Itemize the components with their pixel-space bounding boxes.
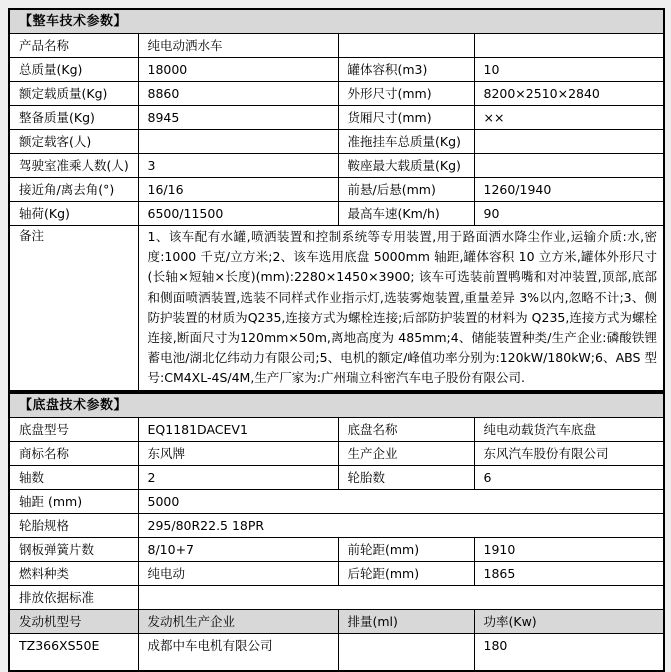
table-row bbox=[9, 417, 664, 441]
param-value bbox=[338, 633, 474, 671]
param-label: 前悬/后悬(mm) bbox=[338, 178, 474, 202]
param-label: 产品名称 bbox=[9, 34, 138, 58]
param-value: ×× bbox=[474, 106, 664, 130]
param-value bbox=[474, 34, 664, 58]
param-value bbox=[474, 154, 664, 178]
param-value bbox=[138, 585, 664, 609]
table-row bbox=[9, 106, 664, 130]
param-label: 前轮距(mm) bbox=[338, 537, 474, 561]
param-value: TZ366XS50E bbox=[9, 633, 138, 671]
param-label: 整备质量(Kg) bbox=[9, 106, 138, 130]
column-header: 发动机生产企业 bbox=[138, 609, 338, 633]
table-row bbox=[9, 633, 664, 671]
param-label: 额定载质量(Kg) bbox=[9, 82, 138, 106]
param-label: 接近角/离去角(°) bbox=[9, 178, 138, 202]
param-label: 总质量(Kg) bbox=[9, 58, 138, 82]
param-label: 底盘名称 bbox=[338, 417, 474, 441]
param-value: 90 bbox=[474, 202, 664, 226]
param-value: 3 bbox=[138, 154, 338, 178]
param-label: 轮胎规格 bbox=[9, 513, 138, 537]
table-row bbox=[9, 202, 664, 226]
param-value: 8/10+7 bbox=[138, 537, 338, 561]
param-label: 鞍座最大载质量(Kg) bbox=[338, 154, 474, 178]
param-value: 10 bbox=[474, 58, 664, 82]
table-row bbox=[9, 537, 664, 561]
param-label: 轮胎数 bbox=[338, 465, 474, 489]
column-header: 排量(ml) bbox=[338, 609, 474, 633]
table-row bbox=[9, 561, 664, 585]
table-row bbox=[9, 58, 664, 82]
param-value: 180 bbox=[474, 633, 664, 671]
table-row bbox=[9, 226, 664, 391]
param-label: 轴距 (mm) bbox=[9, 489, 138, 513]
param-value: 东风汽车股份有限公司 bbox=[474, 441, 664, 465]
param-value: 1260/1940 bbox=[474, 178, 664, 202]
param-value: 东风牌 bbox=[138, 441, 338, 465]
param-value: 8200×2510×2840 bbox=[474, 82, 664, 106]
param-label: 准拖挂车总质量(Kg) bbox=[338, 130, 474, 154]
param-label: 驾驶室准乘人数(人) bbox=[9, 154, 138, 178]
param-value: 18000 bbox=[138, 58, 338, 82]
param-value: 6500/11500 bbox=[138, 202, 338, 226]
vehicle-params-body bbox=[9, 9, 664, 391]
table-row bbox=[9, 9, 664, 34]
table-row bbox=[9, 585, 664, 609]
param-label: 外形尺寸(mm) bbox=[338, 82, 474, 106]
param-label: 轴荷(Kg) bbox=[9, 202, 138, 226]
section-title: 【底盘技术参数】 bbox=[9, 393, 664, 418]
param-value: 295/80R22.5 18PR bbox=[138, 513, 664, 537]
param-value: 纯电动洒水车 bbox=[138, 34, 338, 58]
param-label: 最高车速(Km/h) bbox=[338, 202, 474, 226]
table-row bbox=[9, 178, 664, 202]
param-value bbox=[474, 130, 664, 154]
param-value: 1910 bbox=[474, 537, 664, 561]
table-row bbox=[9, 82, 664, 106]
table-row bbox=[9, 465, 664, 489]
param-label: 排放依据标准 bbox=[9, 585, 138, 609]
vehicle-params-table bbox=[8, 8, 665, 392]
param-label: 生产企业 bbox=[338, 441, 474, 465]
param-label: 钢板弹簧片数 bbox=[9, 537, 138, 561]
table-row bbox=[9, 130, 664, 154]
chassis-params-body bbox=[9, 393, 664, 671]
column-header: 功率(Kw) bbox=[474, 609, 664, 633]
param-value: 纯电动 bbox=[138, 561, 338, 585]
param-value: 5000 bbox=[138, 489, 664, 513]
table-row bbox=[9, 513, 664, 537]
param-label: 商标名称 bbox=[9, 441, 138, 465]
table-row bbox=[9, 441, 664, 465]
param-label: 备注 bbox=[9, 226, 138, 391]
param-value: 16/16 bbox=[138, 178, 338, 202]
param-value: 6 bbox=[474, 465, 664, 489]
table-row bbox=[9, 489, 664, 513]
param-value bbox=[138, 130, 338, 154]
param-value: 纯电动载货汽车底盘 bbox=[474, 417, 664, 441]
table-row bbox=[9, 154, 664, 178]
param-value: EQ1181DACEV1 bbox=[138, 417, 338, 441]
param-label: 燃料种类 bbox=[9, 561, 138, 585]
param-label: 轴数 bbox=[9, 465, 138, 489]
param-label: 货厢尺寸(mm) bbox=[338, 106, 474, 130]
param-label: 底盘型号 bbox=[9, 417, 138, 441]
column-header: 发动机型号 bbox=[9, 609, 138, 633]
param-label: 罐体容积(m3) bbox=[338, 58, 474, 82]
param-value: 成都中车电机有限公司 bbox=[138, 633, 338, 671]
section-title: 【整车技术参数】 bbox=[9, 9, 664, 34]
param-value: 8945 bbox=[138, 106, 338, 130]
param-label: 后轮距(mm) bbox=[338, 561, 474, 585]
param-label: 额定载客(人) bbox=[9, 130, 138, 154]
param-value: 1865 bbox=[474, 561, 664, 585]
param-value: 2 bbox=[138, 465, 338, 489]
table-row bbox=[9, 34, 664, 58]
table-row bbox=[9, 393, 664, 418]
param-label bbox=[338, 34, 474, 58]
param-value: 8860 bbox=[138, 82, 338, 106]
remark-text: 1、该车配有水罐,喷洒装置和控制系统等专用装置,用于路面洒水降尘作业,运输介质:水,密度:1000 千克/立方米;2、该车选用底盘 5000mm 轴距,罐体容积 10 立方米,罐体外形尺寸(长轴×短轴×长度)(mm):2280×1450×3900; 该车可选装前置鸭嘴和对冲装置,顶部,底部和侧面喷洒装置,选装不同样式作业指示灯,选装雾炮装置,重量差异 3%以内,忽略不计;3、侧防护装置的材质为Q235,连接方式为螺栓连接;后部防护装置的材料为 Q235,连接方式为螺栓连接,断面尺寸为120mm×50m,离地高度为 485mm;4、储能装置种类/生产企业:磷酸铁锂蓄电池/湖北亿纬动力有限公司;5、电机的额定/峰值功率分别为:120kW/180kW;6、ABS 型号:CM4XL-4S/4M,生产厂家为:广州瑞立科密汽车电子股份有限公司. bbox=[138, 226, 664, 391]
